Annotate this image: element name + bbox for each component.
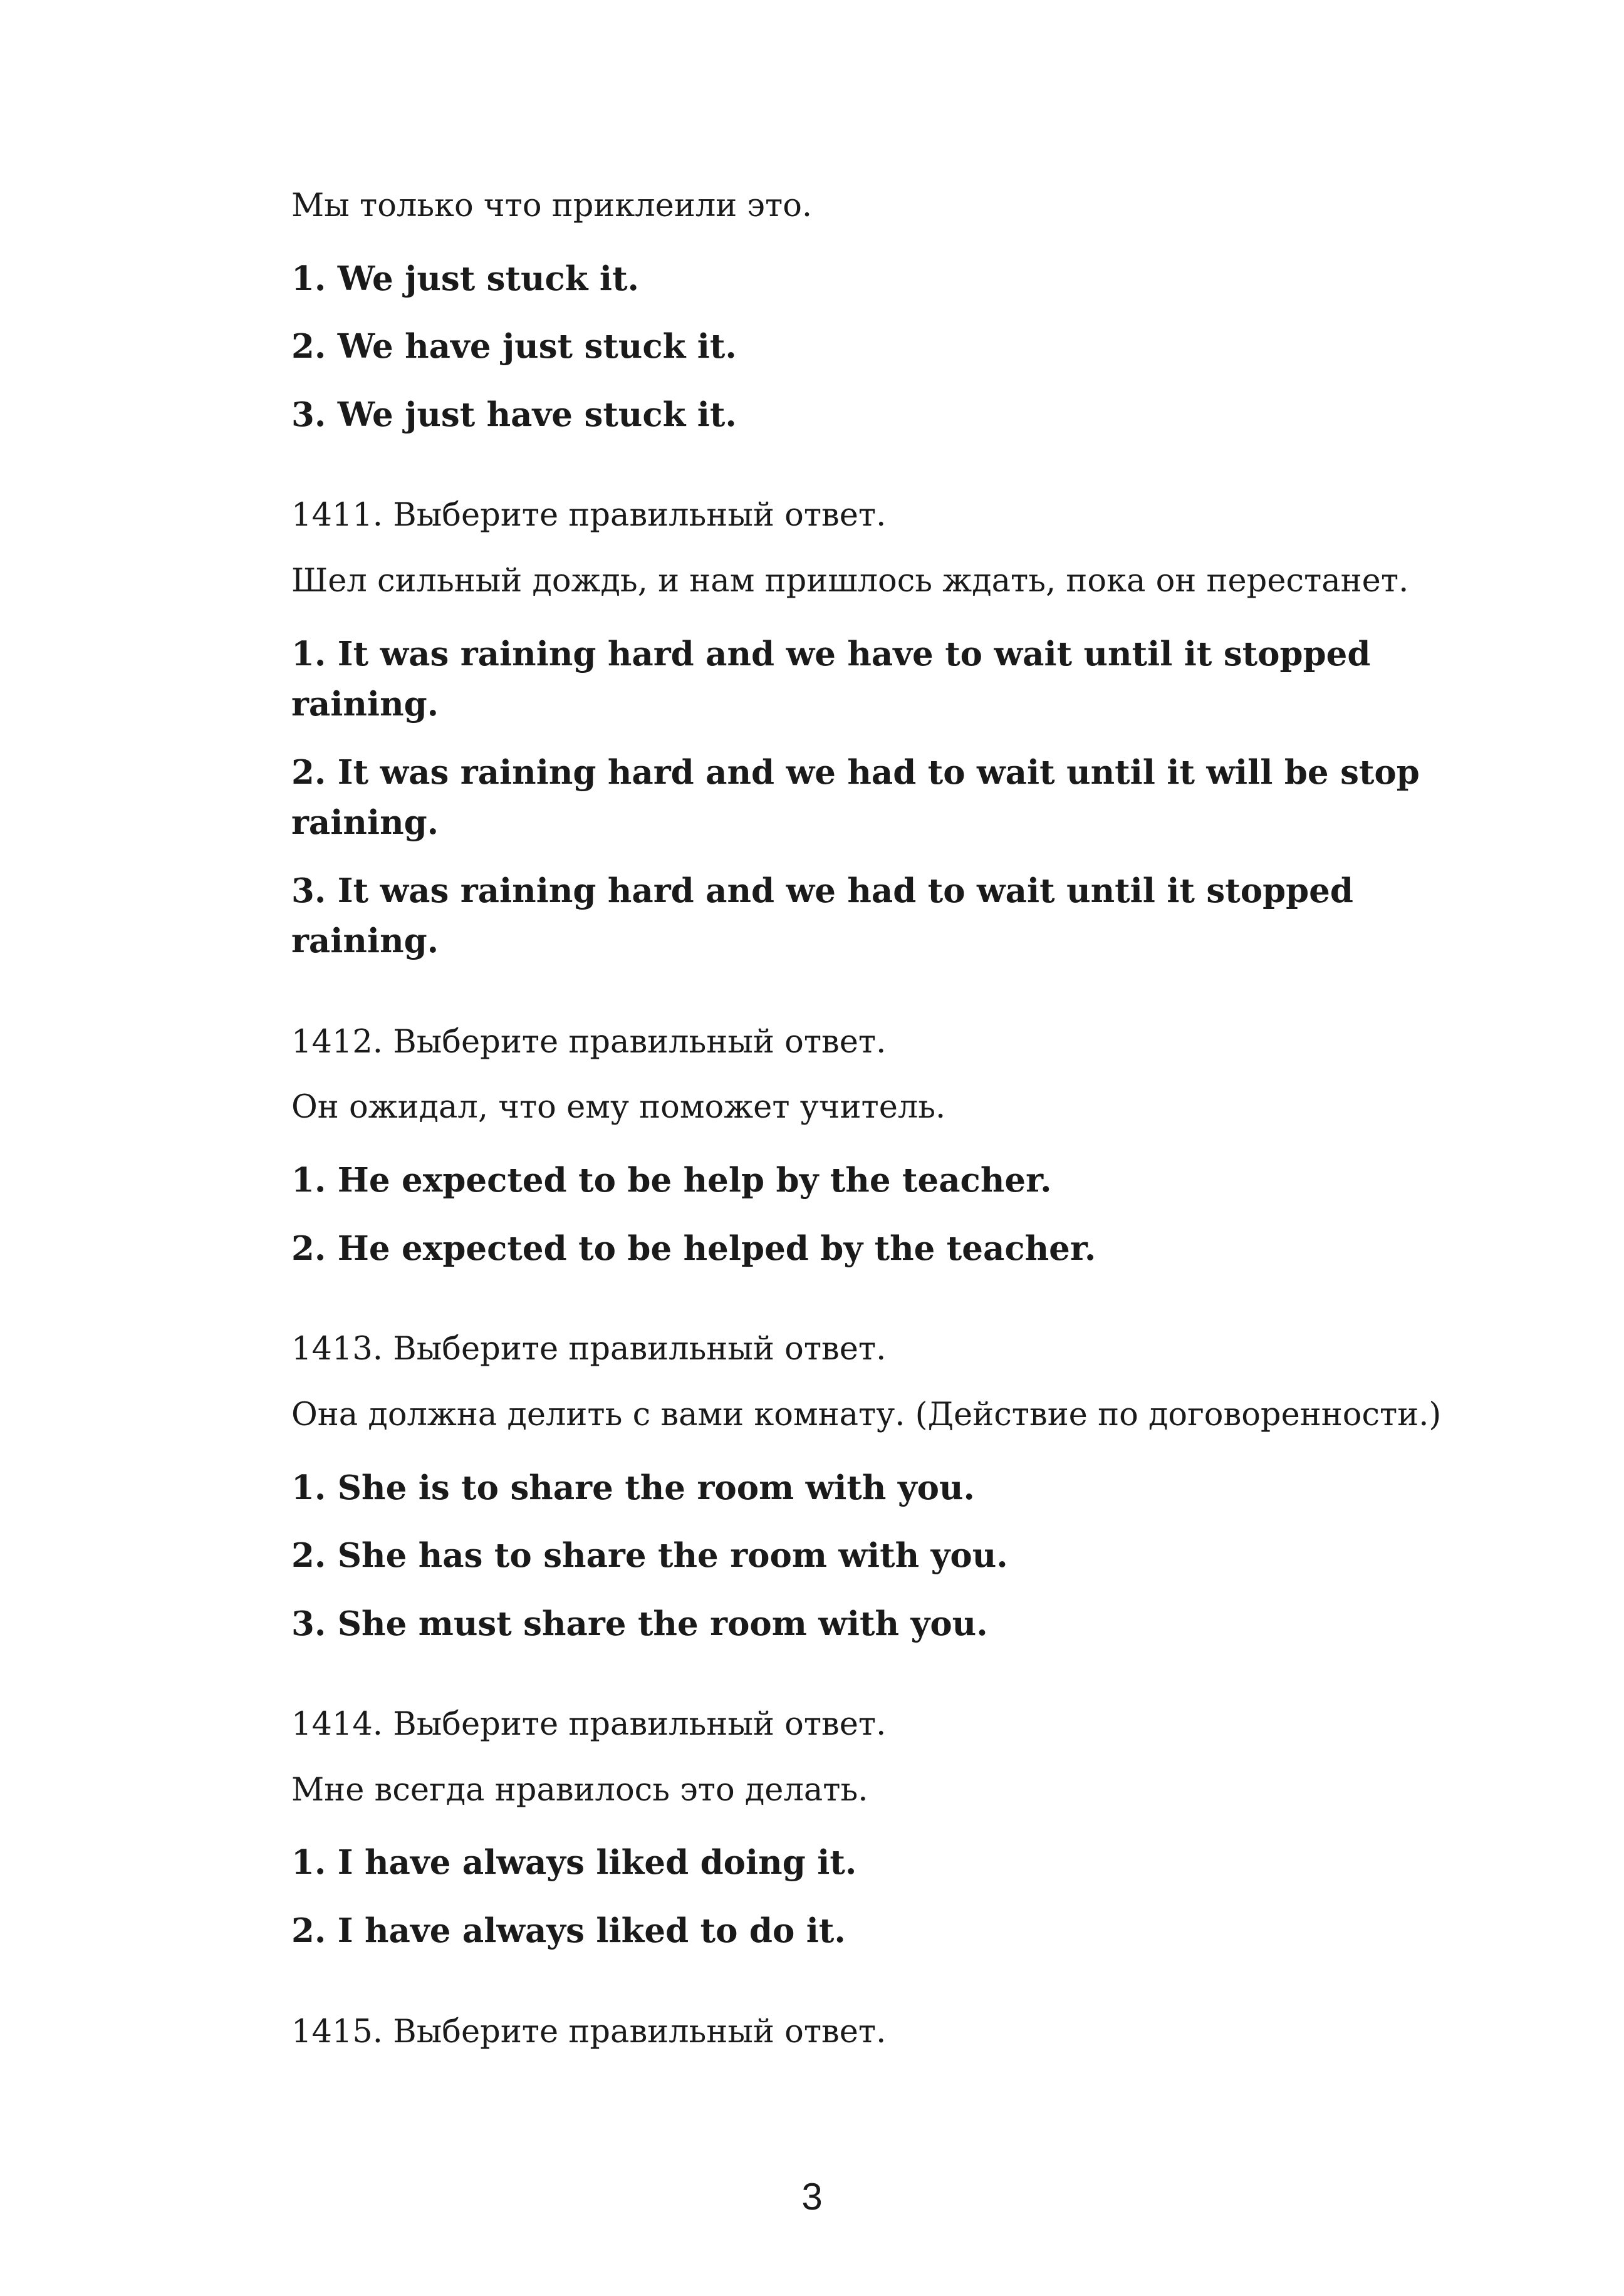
- exercise-block: [291, 1331, 1482, 1649]
- answer-option: 3. She must share the room with you.: [291, 1604, 988, 1643]
- exercise-block: [291, 188, 1482, 440]
- answer-option: 1. I have always liked doing it.: [291, 1843, 857, 1883]
- answer-option: 2. We have just stuck it.: [291, 327, 737, 366]
- answer-option: 1. It was raining hard and we have to wait until it stopped raining.: [291, 634, 1371, 724]
- answer-option: 3. It was raining hard and we had to wait until it stopped raining.: [291, 871, 1353, 961]
- answer-option: 1. We just stuck it.: [291, 259, 639, 298]
- page-content: [291, 188, 1482, 2079]
- exercise-prompt: Мне всегда нравилось это делать.: [291, 1771, 868, 1809]
- exercise-prompt: Она должна делить с вами комнату. (Действие по договоренности.): [291, 1396, 1442, 1433]
- exercise-prompt: Он ожидал, что ему поможет учитель.: [291, 1089, 946, 1126]
- exercise-header: 1414. Выберите правильный ответ.: [291, 1706, 887, 1743]
- exercise-block: [291, 2014, 1482, 2051]
- answer-option: 1. She is to share the room with you.: [291, 1468, 975, 1507]
- exercise-prompt: Шел сильный дождь, и нам пришлось ждать, пока он перестанет.: [291, 562, 1409, 600]
- exercise-prompt: Мы только что приклеили это.: [291, 187, 813, 224]
- answer-option: 2. She has to share the room with you.: [291, 1536, 1008, 1576]
- page-number: 3: [801, 2176, 823, 2218]
- exercise-block: [291, 497, 1482, 967]
- answer-option: 2. It was raining hard and we had to wait until it will be stop raining.: [291, 752, 1420, 843]
- exercise-header: 1412. Выберите правильный ответ.: [291, 1023, 887, 1061]
- exercise-header: 1415. Выберите правильный ответ.: [291, 2013, 887, 2050]
- answer-option: 2. I have always liked to do it.: [291, 1911, 846, 1950]
- exercise-block: [291, 1024, 1482, 1274]
- answer-option: 2. He expected to be helped by the teacher.: [291, 1229, 1096, 1268]
- exercise-block: [291, 1706, 1482, 1956]
- exercise-header: 1411. Выберите правильный ответ.: [291, 497, 887, 534]
- answer-option: 3. We just have stuck it.: [291, 395, 737, 434]
- answer-option: 1. He expected to be help by the teacher.: [291, 1161, 1052, 1200]
- exercise-header: 1413. Выберите правильный ответ.: [291, 1331, 887, 1368]
